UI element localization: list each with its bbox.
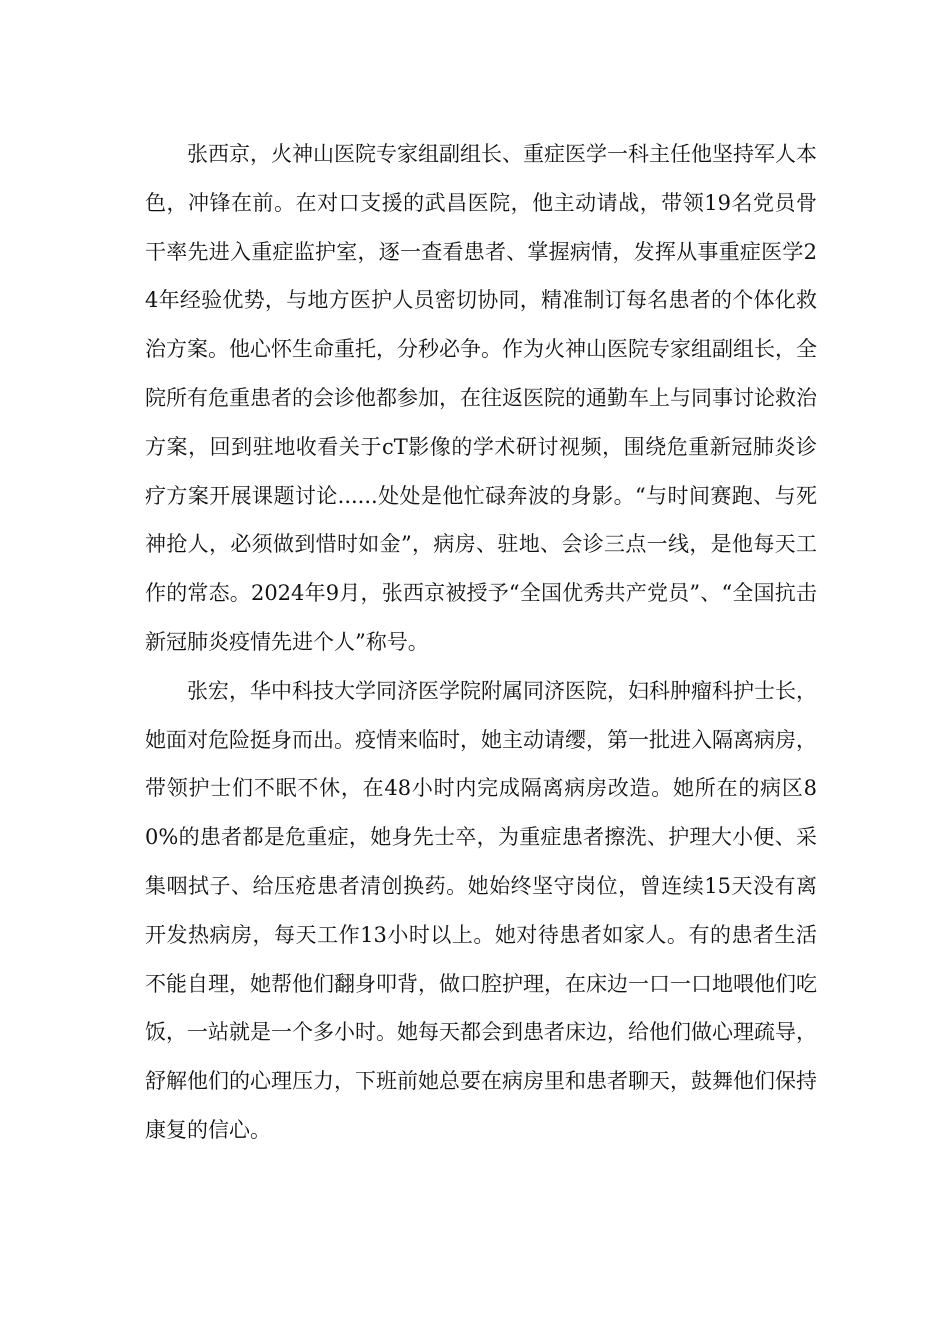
paragraph-zhang-hong: 张宏，华中科技大学同济医学院附属同济医院，妇科肿瘤科护士长，她面对危险挺身而出。疫情来临时，她主动请缨，第一批进入隔离病房，带领护士们不眠不休，在48小时内完成隔离病房改造。她所在的病区80%的患者都是危重症，她身先士卒，为重症患者擦洗、护理大小便、采集咽拭子、给压疮患者清创换药。她始终坚守岗位，曾连续15天没有离开发热病房，每天工作13小时以上。她对待患者如家人。有的患者生活不能自理，她帮他们翻身叩背，做口腔护理，在床边一口一口地喂他们吃饭，一站就是一个多小时。她每天都会到患者床边，给他们做心理疏导，舒解他们的心理压力，下班前她总要在病房里和患者聊天，鼓舞他们保持康复的信心。 bbox=[145, 678, 817, 1142]
document-body bbox=[145, 130, 817, 1155]
paragraph-zhang-xijing: 张西京，火神山医院专家组副组长、重症医学一科主任他坚持军人本色，冲锋在前。在对口支援的武昌医院，他主动请战，带领19名党员骨干率先进入重症监护室，逐一查看患者、掌握病情，发挥从事重症医学24年经验优势，与地方医护人员密切协同，精准制订每名患者的个体化救治方案。他心怀生命重托，分秒必争。作为火神山医院专家组副组长，全院所有危重患者的会诊他都参加，在往返医院的通勤车上与同事讨论救治方案，回到驻地收看关于cT影像的学术研讨视频，围绕危重新冠肺炎诊疗方案开展课题讨论......处处是他忙碌奔波的身影。“与时间赛跑、与死神抢人，必须做到惜时如金”，病房、驻地、会诊三点一线，是他每天工作的常态。2024年9月，张西京被授予“全国优秀共产党员”、“全国抗击新冠肺炎疫情先进个人”称号。 bbox=[145, 142, 817, 654]
